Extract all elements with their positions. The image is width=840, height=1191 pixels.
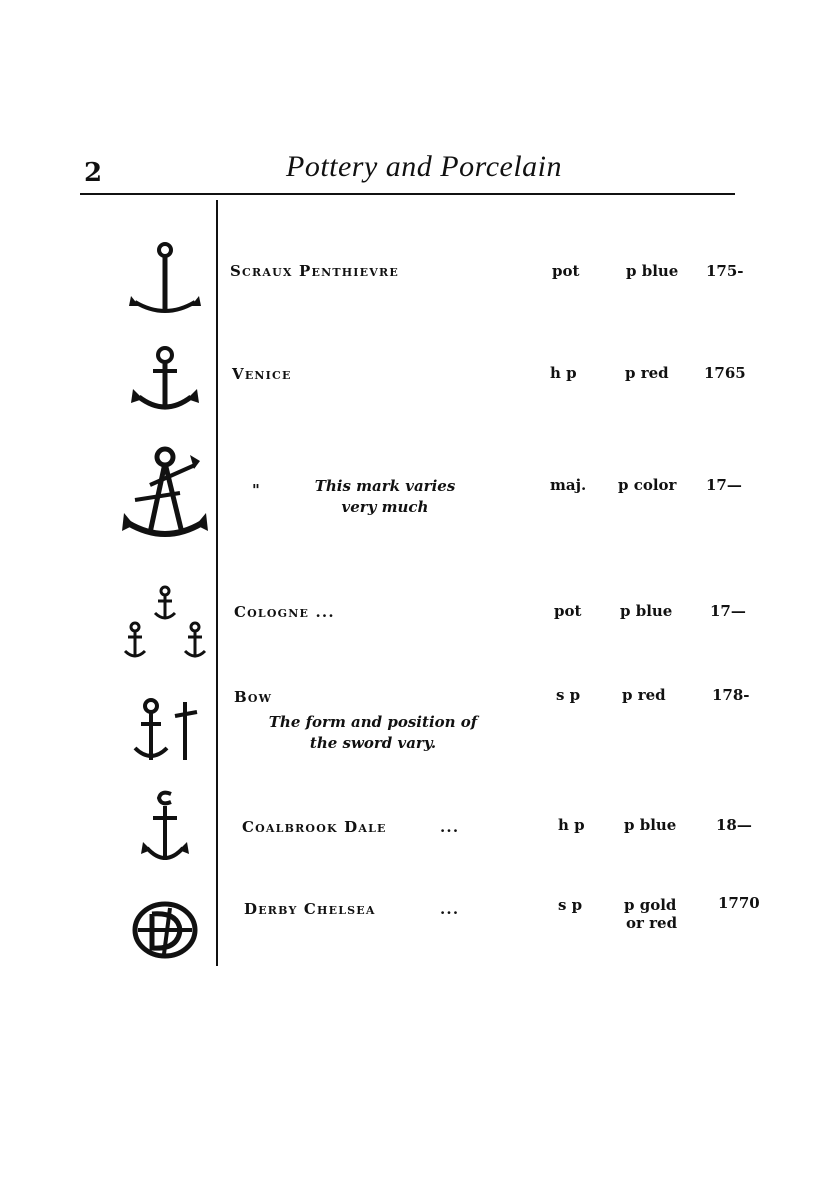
mark-color: p blue bbox=[620, 602, 673, 620]
anchor-c-icon bbox=[110, 788, 220, 868]
triple-anchor-icon bbox=[110, 585, 220, 665]
factory-name: Coalbrook Dale bbox=[242, 818, 387, 836]
ditto-mark: " bbox=[252, 481, 260, 499]
mark-color-alt: or red bbox=[626, 914, 678, 932]
mark-color: p gold bbox=[624, 896, 677, 914]
ware-type: s p bbox=[556, 686, 581, 704]
crossed-anchor-icon bbox=[110, 445, 220, 545]
mark-color: p red bbox=[622, 686, 666, 704]
anchor-ring-icon bbox=[110, 240, 220, 320]
anchor-and-sword-icon bbox=[110, 698, 220, 768]
date: 18— bbox=[716, 816, 752, 834]
ware-type: h p bbox=[550, 364, 577, 382]
derby-monogram-icon bbox=[110, 900, 220, 960]
ware-type: maj. bbox=[550, 476, 587, 494]
factory-name: Scraux Penthievre bbox=[230, 262, 399, 280]
date: 178- bbox=[712, 686, 750, 704]
header-rule bbox=[80, 193, 735, 195]
page-title: Pottery and Porcelain bbox=[286, 150, 562, 183]
ware-type: s p bbox=[558, 896, 583, 914]
factory-name: Cologne ... bbox=[234, 603, 335, 621]
factory-name: Derby Chelsea bbox=[244, 900, 376, 918]
mark-color: p red bbox=[625, 364, 669, 382]
factory-name: Venice bbox=[232, 365, 292, 383]
date: 1770 bbox=[718, 894, 760, 912]
anchor-ring-icon bbox=[110, 345, 220, 415]
note: The form and position of the sword vary. bbox=[268, 713, 478, 752]
ware-type: h p bbox=[558, 816, 585, 834]
date: 1765 bbox=[704, 364, 746, 382]
date: 175- bbox=[706, 262, 744, 280]
factory-name: Bow bbox=[234, 688, 273, 706]
ware-type: pot bbox=[552, 262, 580, 280]
ditto-mark: ... bbox=[440, 900, 460, 918]
ditto-mark: ... bbox=[440, 818, 460, 836]
date: 17— bbox=[710, 602, 746, 620]
date: 17— bbox=[706, 476, 742, 494]
mark-color: p blue bbox=[626, 262, 679, 280]
mark-color: p blue bbox=[624, 816, 677, 834]
note: This mark varies very much bbox=[314, 477, 456, 516]
page-number: 2 bbox=[84, 158, 103, 188]
mark-color: p color bbox=[618, 476, 677, 494]
ware-type: pot bbox=[554, 602, 582, 620]
